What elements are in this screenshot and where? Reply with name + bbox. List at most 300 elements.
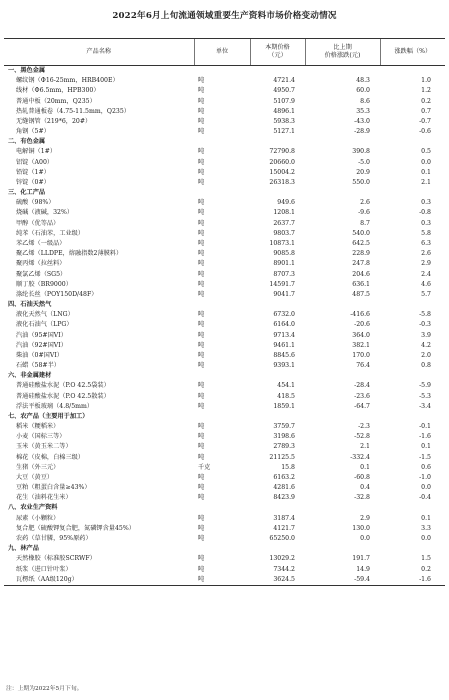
change-cell: 60.0 bbox=[356, 87, 370, 95]
table-row bbox=[4, 493, 445, 503]
product-name-cell: 烧碱（液碱，32%） bbox=[16, 209, 74, 217]
unit-cell: 吨 bbox=[198, 128, 205, 136]
price-cell: 8845.6 bbox=[273, 351, 295, 359]
empty-cell bbox=[250, 188, 305, 198]
change-cell: 35.3 bbox=[356, 107, 370, 115]
price-cell: 8423.9 bbox=[273, 494, 295, 502]
pct-cell: -0.3 bbox=[419, 321, 431, 329]
change-cell: -28.9 bbox=[354, 128, 370, 136]
price-cell: 7344.2 bbox=[273, 565, 295, 573]
price-cell: 3624.5 bbox=[250, 575, 305, 586]
change-cell: 2.9 bbox=[360, 514, 370, 522]
change-cell: -52.8 bbox=[354, 433, 370, 441]
category-row bbox=[4, 66, 445, 77]
pct-cell: -5.3 bbox=[419, 392, 431, 400]
empty-cell bbox=[194, 503, 250, 513]
pct-cell: 2.1 bbox=[421, 178, 431, 186]
unit-cell: 吨 bbox=[198, 240, 205, 247]
product-name-cell: 纯苯（石油苯，工业级） bbox=[16, 229, 85, 237]
table-row bbox=[4, 381, 445, 391]
table-row bbox=[4, 229, 445, 239]
price-cell: 9085.8 bbox=[273, 250, 295, 258]
unit-cell: 吨 bbox=[198, 311, 205, 319]
table-row bbox=[4, 198, 445, 208]
table-row bbox=[4, 422, 445, 432]
unit-cell: 吨 bbox=[198, 321, 205, 329]
change-cell: 2.6 bbox=[360, 199, 370, 207]
unit-cell: 千克 bbox=[198, 463, 211, 471]
category-label: 二、有色金属 bbox=[8, 138, 46, 146]
product-name-cell: 液化石油气（LPG） bbox=[16, 321, 73, 329]
product-name-cell: 棉花（皮棉，白棉三级） bbox=[16, 453, 85, 461]
pct-cell: 4.2 bbox=[421, 341, 431, 349]
product-name-cell: 涤纶长丝（POY150D/48F） bbox=[16, 290, 98, 298]
empty-cell bbox=[305, 137, 380, 147]
header-pct: 涨跌幅（%） bbox=[380, 39, 445, 66]
change-cell: -60.8 bbox=[354, 473, 370, 481]
table-row bbox=[4, 524, 445, 534]
price-cell: 26318.3 bbox=[269, 178, 295, 186]
product-name-cell: 尿素（小颗粒） bbox=[16, 514, 60, 522]
change-cell: -43.0 bbox=[354, 117, 370, 125]
table-row bbox=[4, 158, 445, 168]
category-row bbox=[4, 137, 445, 147]
change-cell: -59.4 bbox=[305, 575, 380, 586]
category-row bbox=[4, 371, 445, 381]
price-cell: 4121.7 bbox=[273, 524, 295, 532]
price-cell: 5107.9 bbox=[273, 97, 295, 105]
empty-cell bbox=[250, 544, 305, 554]
unit-cell: 吨 bbox=[198, 168, 205, 176]
unit-cell: 吨 bbox=[198, 473, 205, 481]
pct-cell: -1.6 bbox=[419, 433, 431, 441]
pct-cell: 0.7 bbox=[421, 107, 431, 115]
unit-cell: 吨 bbox=[198, 514, 205, 522]
change-cell: 170.0 bbox=[352, 351, 370, 359]
empty-cell bbox=[380, 66, 445, 77]
pct-cell: -1.6 bbox=[380, 575, 445, 586]
unit-cell: 吨 bbox=[198, 97, 205, 105]
pct-cell: 0.2 bbox=[421, 97, 431, 105]
product-name-cell: 无缝钢管（219*6，20#） bbox=[16, 117, 92, 125]
price-cell: 15.8 bbox=[281, 463, 295, 471]
change-cell: 0.4 bbox=[360, 484, 370, 492]
product-name-cell: 普通硅酸盐水泥（P.O 42.5袋装） bbox=[16, 382, 110, 390]
pct-cell: 4.6 bbox=[421, 280, 431, 288]
table-row bbox=[4, 239, 445, 249]
price-cell: 3187.4 bbox=[273, 514, 295, 522]
pct-cell: -0.8 bbox=[419, 209, 431, 217]
category-label: 七、农产品（主要用于加工） bbox=[8, 412, 89, 420]
empty-cell bbox=[380, 503, 445, 513]
price-cell: 4896.1 bbox=[273, 107, 295, 115]
empty-cell bbox=[194, 412, 250, 422]
price-cell: 9393.1 bbox=[273, 362, 295, 370]
product-name-cell: 线材（Φ6.5mm，HPB300） bbox=[16, 87, 100, 95]
table-row bbox=[4, 483, 445, 493]
price-cell: 14591.7 bbox=[269, 280, 295, 288]
empty-cell bbox=[380, 371, 445, 381]
empty-cell bbox=[380, 188, 445, 198]
pct-cell: 0.2 bbox=[421, 565, 431, 573]
unit-cell: 吨 bbox=[198, 534, 205, 542]
category-row bbox=[4, 544, 445, 554]
product-name-cell: 聚丙烯（拉丝料） bbox=[16, 260, 66, 268]
pct-cell: 0.1 bbox=[421, 443, 431, 451]
empty-cell bbox=[250, 503, 305, 513]
unit-cell: 吨 bbox=[198, 117, 205, 125]
price-cell: 8707.3 bbox=[273, 270, 295, 278]
unit-cell: 吨 bbox=[198, 229, 205, 237]
price-cell: 1208.1 bbox=[273, 209, 295, 217]
product-name-cell: 汽油（92#国VI） bbox=[16, 341, 67, 349]
table-row bbox=[4, 320, 445, 330]
product-name-cell: 汽油（95#国VI） bbox=[16, 331, 67, 339]
change-cell: 382.1 bbox=[352, 341, 370, 349]
pct-cell: 3.9 bbox=[421, 331, 431, 339]
unit-cell: 吨 bbox=[198, 260, 205, 268]
unit-cell: 吨 bbox=[198, 209, 205, 217]
change-cell: 204.6 bbox=[352, 270, 370, 278]
empty-cell bbox=[250, 412, 305, 422]
table-row bbox=[4, 575, 445, 586]
unit-cell: 吨 bbox=[198, 331, 205, 339]
product-name-cell: 农药（草甘膦，95%原药） bbox=[16, 534, 92, 542]
pct-cell: -0.6 bbox=[419, 128, 431, 136]
pct-cell: -0.4 bbox=[419, 494, 431, 502]
unit-cell: 吨 bbox=[198, 351, 205, 359]
change-cell: 8.6 bbox=[360, 97, 370, 105]
price-cell: 9041.7 bbox=[273, 290, 295, 298]
change-cell: -23.6 bbox=[354, 392, 370, 400]
table-row bbox=[4, 341, 445, 351]
table-row bbox=[4, 361, 445, 371]
product-name-cell: 普通中板（20mm，Q235） bbox=[16, 97, 96, 105]
pct-cell: -1.0 bbox=[419, 473, 431, 481]
header-unit: 单位 bbox=[194, 39, 250, 66]
category-row bbox=[4, 412, 445, 422]
change-cell: 390.8 bbox=[352, 148, 370, 156]
product-name-cell: 液化天然气（LNG） bbox=[16, 311, 74, 319]
product-name-cell: 铅锭（1#） bbox=[16, 168, 50, 176]
unit-cell: 吨 bbox=[198, 484, 205, 492]
unit-cell: 吨 bbox=[198, 280, 205, 288]
table-row bbox=[4, 259, 445, 269]
unit-cell: 吨 bbox=[198, 77, 205, 85]
product-name-cell: 苯乙烯（一级品） bbox=[16, 240, 66, 247]
unit-cell: 吨 bbox=[198, 362, 205, 370]
price-cell: 9803.7 bbox=[273, 229, 295, 237]
price-cell: 2789.3 bbox=[273, 443, 295, 451]
unit-cell: 吨 bbox=[198, 107, 205, 115]
change-cell: 2.1 bbox=[360, 443, 370, 451]
table-row bbox=[4, 310, 445, 320]
empty-cell bbox=[194, 66, 250, 77]
product-name-cell: 小麦（国标三等） bbox=[16, 433, 66, 441]
empty-cell bbox=[380, 300, 445, 310]
price-cell: 10873.1 bbox=[269, 240, 295, 247]
unit-cell: 吨 bbox=[198, 250, 205, 258]
price-cell: 5127.1 bbox=[273, 128, 295, 136]
pct-cell: 0.0 bbox=[421, 484, 431, 492]
unit-cell: 吨 bbox=[198, 392, 205, 400]
table-row bbox=[4, 97, 445, 107]
table-row bbox=[4, 208, 445, 218]
change-cell: 364.0 bbox=[352, 331, 370, 339]
product-name-cell: 稻米（粳稻米） bbox=[16, 423, 60, 431]
change-cell: 8.7 bbox=[360, 219, 370, 227]
change-cell: -32.8 bbox=[354, 494, 370, 502]
pct-cell: -5.9 bbox=[419, 382, 431, 390]
product-name-cell: 铝锭（A00） bbox=[16, 158, 54, 166]
price-cell: 6164.0 bbox=[273, 321, 295, 329]
pct-cell: 2.0 bbox=[421, 351, 431, 359]
empty-cell bbox=[305, 66, 380, 77]
price-cell: 15004.2 bbox=[269, 168, 295, 176]
table-row bbox=[4, 514, 445, 524]
pct-cell: 1.5 bbox=[421, 555, 431, 563]
category-label: 六、非金属建材 bbox=[8, 372, 52, 380]
change-cell: 550.0 bbox=[352, 178, 370, 186]
price-cell: 949.6 bbox=[277, 199, 295, 207]
product-name-cell: 天然橡胶（标准胶SCRWF） bbox=[16, 555, 96, 563]
price-cell: 8901.1 bbox=[273, 260, 295, 268]
table-row bbox=[4, 107, 445, 117]
unit-cell: 吨 bbox=[198, 270, 205, 278]
product-name-cell: 柴油（0#国VI） bbox=[16, 351, 63, 359]
price-cell: 454.1 bbox=[277, 382, 295, 390]
price-cell: 72790.8 bbox=[269, 148, 295, 156]
page-title: 2022年6月上旬流通领域重要生产资料市场价格变动情况 bbox=[112, 11, 337, 21]
product-name-cell: 热轧普通板卷（4.75-11.5mm，Q235） bbox=[16, 107, 130, 115]
price-cell: 13029.2 bbox=[269, 555, 295, 563]
category-label: 八、农业生产资料 bbox=[8, 504, 58, 512]
price-cell: 2637.7 bbox=[273, 219, 295, 227]
unit-cell: 吨 bbox=[198, 423, 205, 431]
product-name-cell: 豆粕（粗蛋白含量≥43%） bbox=[16, 484, 91, 492]
pct-cell: -0.1 bbox=[419, 423, 431, 431]
product-name-cell: 花生（油料花生米） bbox=[16, 494, 72, 502]
pct-cell: 1.2 bbox=[421, 87, 431, 95]
price-cell: 4281.6 bbox=[273, 484, 295, 492]
empty-cell bbox=[380, 412, 445, 422]
pct-cell: -5.8 bbox=[419, 311, 431, 319]
change-cell: 130.0 bbox=[352, 524, 370, 532]
category-label: 一、黑色金属 bbox=[8, 67, 46, 75]
table-row bbox=[4, 554, 445, 564]
price-cell: 20660.0 bbox=[269, 158, 295, 166]
table-row bbox=[4, 442, 445, 452]
unit-cell: 吨 bbox=[198, 443, 205, 451]
change-cell: 642.5 bbox=[352, 240, 370, 247]
price-cell: 65250.0 bbox=[269, 534, 295, 542]
product-name-cell: 锌锭（0#） bbox=[16, 178, 50, 186]
pct-cell: 6.3 bbox=[421, 240, 431, 247]
pct-cell: -1.5 bbox=[419, 453, 431, 461]
pct-cell: 1.0 bbox=[421, 77, 431, 85]
table-row bbox=[4, 534, 445, 544]
unit-cell: 吨 bbox=[198, 290, 205, 298]
table-row bbox=[4, 127, 445, 137]
table-row bbox=[4, 168, 445, 178]
change-cell: 0.0 bbox=[360, 534, 370, 542]
product-name-cell: 普通硅酸盐水泥（P.O 42.5散装） bbox=[16, 392, 110, 400]
pct-cell: 0.3 bbox=[421, 219, 431, 227]
empty-cell bbox=[305, 503, 380, 513]
unit-cell: 吨 bbox=[198, 524, 205, 532]
table-row bbox=[4, 147, 445, 157]
unit-cell: 吨 bbox=[198, 494, 205, 502]
empty-cell bbox=[305, 371, 380, 381]
change-cell: 540.0 bbox=[352, 229, 370, 237]
empty-cell bbox=[250, 300, 305, 310]
unit-cell: 吨 bbox=[198, 555, 205, 563]
unit-cell: 吨 bbox=[198, 219, 205, 227]
empty-cell bbox=[305, 412, 380, 422]
table-row bbox=[4, 178, 445, 188]
price-cell: 3759.7 bbox=[273, 423, 295, 431]
header-change: 比上期 价格涨跌(元) bbox=[305, 39, 380, 66]
unit-cell: 吨 bbox=[198, 178, 205, 186]
table-row bbox=[4, 402, 445, 412]
pct-cell: 2.6 bbox=[421, 250, 431, 258]
product-name-cell: 聚乙烯（LLDPE，熔融指数2薄膜料） bbox=[16, 250, 123, 258]
footnote: 注：上期为2022年5月下旬。 bbox=[6, 686, 83, 692]
price-cell: 21125.5 bbox=[269, 453, 295, 461]
header-row bbox=[4, 39, 445, 66]
price-cell: 9461.1 bbox=[273, 341, 295, 349]
table-row bbox=[4, 351, 445, 361]
table-header bbox=[4, 39, 445, 66]
product-name-cell: 瓦楞纸（AA级120g） bbox=[4, 575, 194, 586]
empty-cell bbox=[250, 137, 305, 147]
change-cell: 20.9 bbox=[356, 168, 370, 176]
empty-cell bbox=[305, 188, 380, 198]
change-cell: -28.4 bbox=[354, 382, 370, 390]
product-name-cell: 石蜡（58#半） bbox=[16, 362, 60, 370]
change-cell: -20.6 bbox=[354, 321, 370, 329]
table-row bbox=[4, 463, 445, 473]
product-name-cell: 角钢（5#） bbox=[16, 128, 50, 136]
table-row bbox=[4, 432, 445, 442]
pct-cell: 0.3 bbox=[421, 199, 431, 207]
pct-cell: 0.5 bbox=[421, 148, 431, 156]
pct-cell: 0.1 bbox=[421, 168, 431, 176]
price-cell: 1859.1 bbox=[273, 402, 295, 410]
pct-cell: 0.8 bbox=[421, 362, 431, 370]
table-row bbox=[4, 564, 445, 574]
pct-cell: 0.0 bbox=[421, 534, 431, 542]
unit-cell: 吨 bbox=[198, 199, 205, 207]
table-row bbox=[4, 290, 445, 300]
price-cell: 6163.2 bbox=[273, 473, 295, 481]
price-cell: 5938.3 bbox=[273, 117, 295, 125]
product-name-cell: 纸浆（进口针叶浆） bbox=[16, 565, 72, 573]
product-name-cell: 聚氯乙烯（SG5） bbox=[16, 270, 67, 278]
empty-cell bbox=[380, 137, 445, 147]
empty-cell bbox=[380, 544, 445, 554]
price-cell: 418.5 bbox=[277, 392, 295, 400]
table-row bbox=[4, 392, 445, 402]
change-cell: -332.4 bbox=[350, 453, 370, 461]
pct-cell: -0.7 bbox=[419, 117, 431, 125]
category-label: 三、化工产品 bbox=[8, 189, 46, 197]
change-cell: 228.9 bbox=[352, 250, 370, 258]
pct-cell: 5.8 bbox=[421, 229, 431, 237]
table-row bbox=[4, 330, 445, 340]
product-name-cell: 螺纹钢（Φ16-25mm，HRB400E） bbox=[16, 77, 119, 85]
change-cell: 636.1 bbox=[352, 280, 370, 288]
table-row bbox=[4, 280, 445, 290]
unit-cell: 吨 bbox=[198, 402, 205, 410]
table-row bbox=[4, 249, 445, 259]
unit-cell: 吨 bbox=[194, 575, 250, 586]
empty-cell bbox=[194, 137, 250, 147]
unit-cell: 吨 bbox=[198, 87, 205, 95]
product-name-cell: 大豆（黄豆） bbox=[16, 473, 54, 481]
table-row bbox=[4, 117, 445, 127]
empty-cell bbox=[250, 371, 305, 381]
product-name-cell: 复合肥（硫酸钾复合肥，氮磷钾含量45%） bbox=[16, 524, 135, 532]
change-cell: 76.4 bbox=[356, 362, 370, 370]
change-cell: 487.5 bbox=[352, 290, 370, 298]
change-cell: -9.6 bbox=[358, 209, 370, 217]
change-cell: 48.3 bbox=[356, 77, 370, 85]
pct-cell: 3.3 bbox=[421, 524, 431, 532]
change-cell: 191.7 bbox=[352, 555, 370, 563]
empty-cell bbox=[194, 544, 250, 554]
change-cell: 247.8 bbox=[352, 260, 370, 268]
table-row bbox=[4, 76, 445, 86]
table-row bbox=[4, 269, 445, 279]
empty-cell bbox=[194, 371, 250, 381]
unit-cell: 吨 bbox=[198, 148, 205, 156]
empty-cell bbox=[305, 544, 380, 554]
price-cell: 3198.6 bbox=[273, 433, 295, 441]
price-cell: 4721.4 bbox=[273, 77, 295, 85]
product-name-cell: 顺丁胶（BR9000） bbox=[16, 280, 72, 288]
unit-cell: 吨 bbox=[198, 382, 205, 390]
empty-cell bbox=[305, 300, 380, 310]
product-name-cell: 硫酸（98%） bbox=[16, 199, 55, 207]
product-name-cell: 玉米（黄玉米二等） bbox=[16, 443, 72, 451]
change-cell: 14.9 bbox=[356, 565, 370, 573]
pct-cell: 2.4 bbox=[421, 270, 431, 278]
unit-cell: 吨 bbox=[198, 158, 205, 166]
table-row bbox=[4, 473, 445, 483]
price-cell: 4950.7 bbox=[273, 87, 295, 95]
category-row bbox=[4, 503, 445, 513]
header-product-name: 产品名称 bbox=[4, 39, 194, 66]
empty-cell bbox=[194, 300, 250, 310]
product-name-cell: 浮法平板玻璃（4.8/5mm） bbox=[16, 402, 94, 410]
category-row bbox=[4, 188, 445, 198]
table-row bbox=[4, 86, 445, 96]
category-label: 九、林产品 bbox=[8, 545, 39, 553]
empty-cell bbox=[250, 66, 305, 77]
product-name-cell: 甲醇（优等品） bbox=[16, 219, 60, 227]
change-cell: -2.3 bbox=[358, 423, 370, 431]
price-cell: 9713.4 bbox=[273, 331, 295, 339]
unit-cell: 吨 bbox=[198, 341, 205, 349]
change-cell: -416.6 bbox=[350, 311, 370, 319]
pct-cell: 0.0 bbox=[421, 158, 431, 166]
price-cell: 6732.0 bbox=[273, 311, 295, 319]
pct-cell: 0.6 bbox=[421, 463, 431, 471]
product-name-cell: 电解铜（1#） bbox=[16, 148, 57, 156]
change-cell: 0.1 bbox=[360, 463, 370, 471]
pct-cell: -3.4 bbox=[419, 402, 431, 410]
